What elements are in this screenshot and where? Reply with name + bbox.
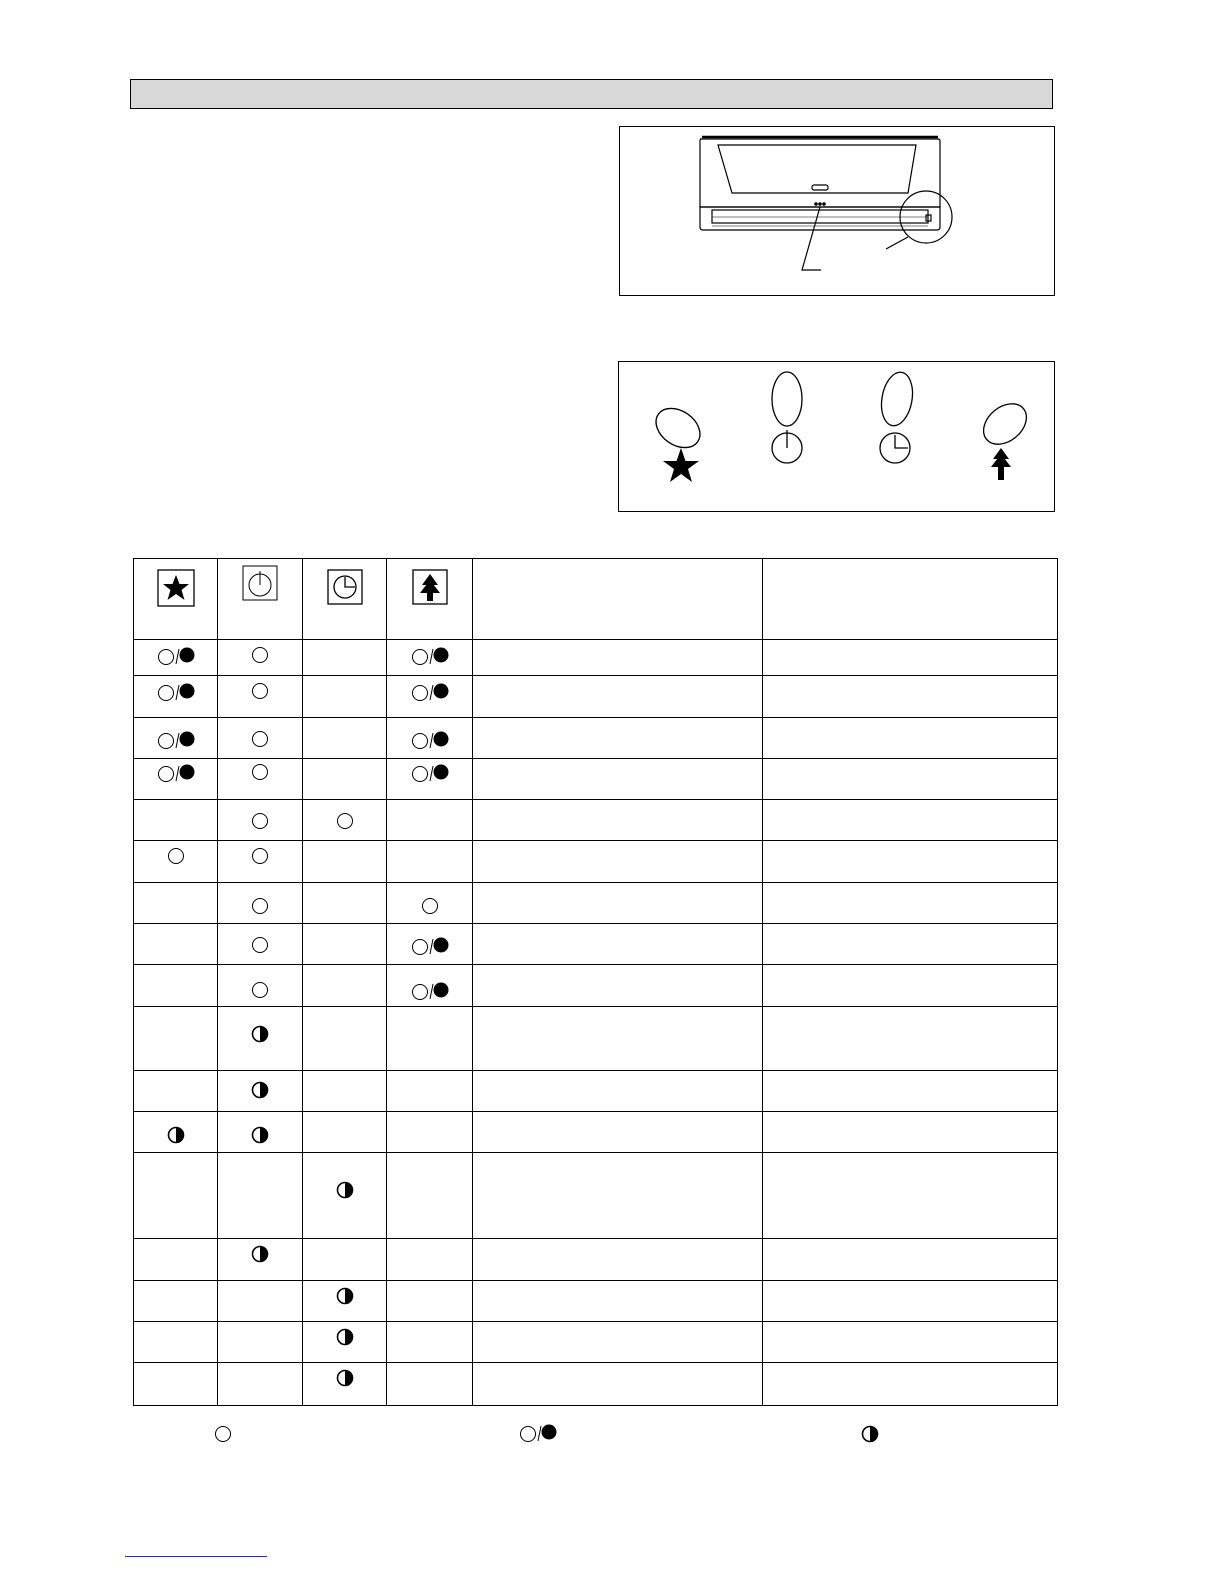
led-off-icon xyxy=(251,936,269,954)
led-blink-icon xyxy=(251,1025,269,1043)
star-led-cell xyxy=(134,1071,218,1112)
row-remedy-cell xyxy=(763,800,1058,841)
star-led-cell xyxy=(134,1153,218,1239)
row-description-cell xyxy=(473,640,763,676)
star-led-cell xyxy=(134,800,218,841)
power-led-cell xyxy=(218,1322,303,1363)
header-power xyxy=(218,559,303,640)
led-off-icon xyxy=(251,981,269,999)
led-blink-icon xyxy=(861,1425,879,1443)
led-panel-drawing xyxy=(619,362,1054,511)
table-header-row xyxy=(134,559,1058,640)
row-remedy-cell xyxy=(763,1281,1058,1322)
power-led-cell xyxy=(218,1007,303,1071)
row-description-cell xyxy=(473,1363,763,1406)
led-off-icon xyxy=(251,682,269,700)
power-led-cell xyxy=(218,883,303,924)
tree-led-cell xyxy=(387,965,473,1007)
table-row xyxy=(134,640,1058,676)
star-led-cell xyxy=(134,1007,218,1071)
tree-led-cell xyxy=(387,1071,473,1112)
table-row xyxy=(134,1239,1058,1281)
row-remedy-cell xyxy=(763,759,1058,800)
tree-led-cell xyxy=(387,1363,473,1406)
tree-led-cell xyxy=(387,800,473,841)
tree-led-cell xyxy=(387,924,473,965)
led-off-icon xyxy=(336,812,354,830)
indoor-unit-figure xyxy=(619,126,1055,296)
led-blink-icon xyxy=(336,1328,354,1346)
tree-led-cell xyxy=(387,718,473,759)
led-on-off-icon xyxy=(411,682,449,702)
led-on-off-icon xyxy=(411,763,449,783)
tree-led-cell xyxy=(387,1153,473,1239)
power-led-cell xyxy=(218,800,303,841)
tree-led-cell xyxy=(387,1322,473,1363)
star-led-cell xyxy=(134,718,218,759)
led-on-off-icon xyxy=(157,682,195,702)
led-off-icon xyxy=(251,730,269,748)
header-col-5 xyxy=(473,559,763,640)
row-description-cell xyxy=(473,1071,763,1112)
tree-led-cell xyxy=(387,883,473,924)
tree-led-cell xyxy=(387,1281,473,1322)
table-row xyxy=(134,841,1058,883)
row-remedy-cell xyxy=(763,841,1058,883)
led-lens-star xyxy=(649,400,708,455)
row-remedy-cell xyxy=(763,883,1058,924)
table-row xyxy=(134,1112,1058,1153)
clock-led-cell xyxy=(303,924,387,965)
row-remedy-cell xyxy=(763,1239,1058,1281)
row-remedy-cell xyxy=(763,965,1058,1007)
row-description-cell xyxy=(473,1322,763,1363)
table-row xyxy=(134,965,1058,1007)
tree-led-cell xyxy=(387,759,473,800)
led-on-off-icon xyxy=(157,646,195,666)
power-led-cell xyxy=(218,1281,303,1322)
led-panel-figure xyxy=(618,361,1055,512)
row-remedy-cell xyxy=(763,1007,1058,1071)
led-blink-icon xyxy=(251,1126,269,1144)
power-led-cell xyxy=(218,640,303,676)
led-off-icon xyxy=(251,847,269,865)
power-led-cell xyxy=(218,924,303,965)
row-description-cell xyxy=(473,965,763,1007)
power-led-cell xyxy=(218,718,303,759)
led-on-off-icon xyxy=(411,981,449,1001)
table-row xyxy=(134,676,1058,718)
row-description-cell xyxy=(473,1112,763,1153)
led-on-off-icon xyxy=(157,730,195,750)
row-description-cell xyxy=(473,1281,763,1322)
row-remedy-cell xyxy=(763,640,1058,676)
led-status-table xyxy=(133,558,1058,1406)
star-led-cell xyxy=(134,883,218,924)
led-blink-icon xyxy=(251,1245,269,1263)
led-off-icon xyxy=(167,847,185,865)
power-led-cell xyxy=(218,1112,303,1153)
power-led-cell xyxy=(218,1071,303,1112)
row-remedy-cell xyxy=(763,1112,1058,1153)
led-off-icon xyxy=(251,763,269,781)
led-lens-tree xyxy=(976,396,1035,453)
star-led-cell xyxy=(134,1363,218,1406)
table-row xyxy=(134,1153,1058,1239)
clock-led-cell xyxy=(303,883,387,924)
table-row xyxy=(134,759,1058,800)
row-remedy-cell xyxy=(763,1322,1058,1363)
power-icon xyxy=(242,565,278,601)
clock-led-cell xyxy=(303,1239,387,1281)
header-star xyxy=(134,559,218,640)
led-blink-icon xyxy=(336,1181,354,1199)
led-lens-power xyxy=(772,372,802,426)
power-led-cell xyxy=(218,841,303,883)
row-description-cell xyxy=(473,676,763,718)
section-title-bar xyxy=(130,79,1053,109)
table-row xyxy=(134,1363,1058,1406)
power-led-cell xyxy=(218,965,303,1007)
star-led-cell xyxy=(134,759,218,800)
header-tree xyxy=(387,559,473,640)
table-row xyxy=(134,1071,1058,1112)
clock-led-cell xyxy=(303,841,387,883)
clock-led-cell xyxy=(303,1153,387,1239)
tree-led-cell xyxy=(387,1112,473,1153)
star-icon xyxy=(157,569,195,607)
table-row xyxy=(134,718,1058,759)
table-row xyxy=(134,1322,1058,1363)
led-off-icon xyxy=(251,812,269,830)
table-row xyxy=(134,1007,1058,1071)
row-remedy-cell xyxy=(763,1071,1058,1112)
legend-blink xyxy=(861,1425,879,1448)
clock-led-cell xyxy=(303,800,387,841)
table-row xyxy=(134,1281,1058,1322)
clock-led-cell xyxy=(303,1071,387,1112)
clock-led-cell xyxy=(303,1363,387,1406)
tree-led-cell xyxy=(387,676,473,718)
power-led-cell xyxy=(218,759,303,800)
legend-off xyxy=(214,1425,232,1448)
indoor-unit-drawing xyxy=(620,127,1054,295)
star-icon xyxy=(663,448,699,482)
clock-led-cell xyxy=(303,640,387,676)
power-led-cell xyxy=(218,1153,303,1239)
star-led-cell xyxy=(134,1322,218,1363)
header-clock xyxy=(303,559,387,640)
clock-led-cell xyxy=(303,676,387,718)
led-blink-icon xyxy=(336,1369,354,1387)
star-led-cell xyxy=(134,1281,218,1322)
table-row xyxy=(134,924,1058,965)
row-description-cell xyxy=(473,841,763,883)
led-off-icon xyxy=(251,646,269,664)
clock-icon xyxy=(327,569,363,605)
led-blink-icon xyxy=(251,1081,269,1099)
clock-led-cell xyxy=(303,965,387,1007)
power-led-cell xyxy=(218,676,303,718)
clock-led-cell xyxy=(303,1112,387,1153)
tree-led-cell xyxy=(387,640,473,676)
clock-led-cell xyxy=(303,718,387,759)
power-led-cell xyxy=(218,1239,303,1281)
star-led-cell xyxy=(134,676,218,718)
clock-led-cell xyxy=(303,759,387,800)
table-row xyxy=(134,883,1058,924)
row-description-cell xyxy=(473,1007,763,1071)
tree-led-cell xyxy=(387,1239,473,1281)
row-description-cell xyxy=(473,883,763,924)
tree-icon xyxy=(991,448,1011,480)
led-lens-clock xyxy=(878,370,917,428)
clock-led-cell xyxy=(303,1322,387,1363)
table-row xyxy=(134,800,1058,841)
star-led-cell xyxy=(134,965,218,1007)
clock-led-cell xyxy=(303,1281,387,1322)
row-remedy-cell xyxy=(763,676,1058,718)
star-led-cell xyxy=(134,924,218,965)
star-led-cell xyxy=(134,841,218,883)
led-blink-icon xyxy=(336,1287,354,1305)
footer-link-underline[interactable] xyxy=(125,1556,267,1557)
row-description-cell xyxy=(473,924,763,965)
row-description-cell xyxy=(473,718,763,759)
led-off-icon xyxy=(251,897,269,915)
row-description-cell xyxy=(473,1153,763,1239)
row-description-cell xyxy=(473,800,763,841)
legend-onoff xyxy=(519,1423,557,1448)
led-blink-icon xyxy=(167,1126,185,1144)
clock-led-cell xyxy=(303,1007,387,1071)
led-on-off-icon xyxy=(411,730,449,750)
tree-led-cell xyxy=(387,1007,473,1071)
led-on-off-icon xyxy=(411,936,449,956)
row-remedy-cell xyxy=(763,1153,1058,1239)
star-led-cell xyxy=(134,1239,218,1281)
led-on-off-icon xyxy=(519,1423,557,1443)
header-col-6 xyxy=(763,559,1058,640)
row-description-cell xyxy=(473,759,763,800)
led-off-icon xyxy=(214,1425,232,1443)
led-on-off-icon xyxy=(411,646,449,666)
star-led-cell xyxy=(134,1112,218,1153)
star-led-cell xyxy=(134,640,218,676)
tree-icon xyxy=(412,569,448,605)
row-remedy-cell xyxy=(763,718,1058,759)
table-body xyxy=(134,640,1058,1406)
tree-led-cell xyxy=(387,841,473,883)
row-remedy-cell xyxy=(763,1363,1058,1406)
row-remedy-cell xyxy=(763,924,1058,965)
power-led-cell xyxy=(218,1363,303,1406)
led-on-off-icon xyxy=(157,763,195,783)
led-off-icon xyxy=(421,897,439,915)
row-description-cell xyxy=(473,1239,763,1281)
